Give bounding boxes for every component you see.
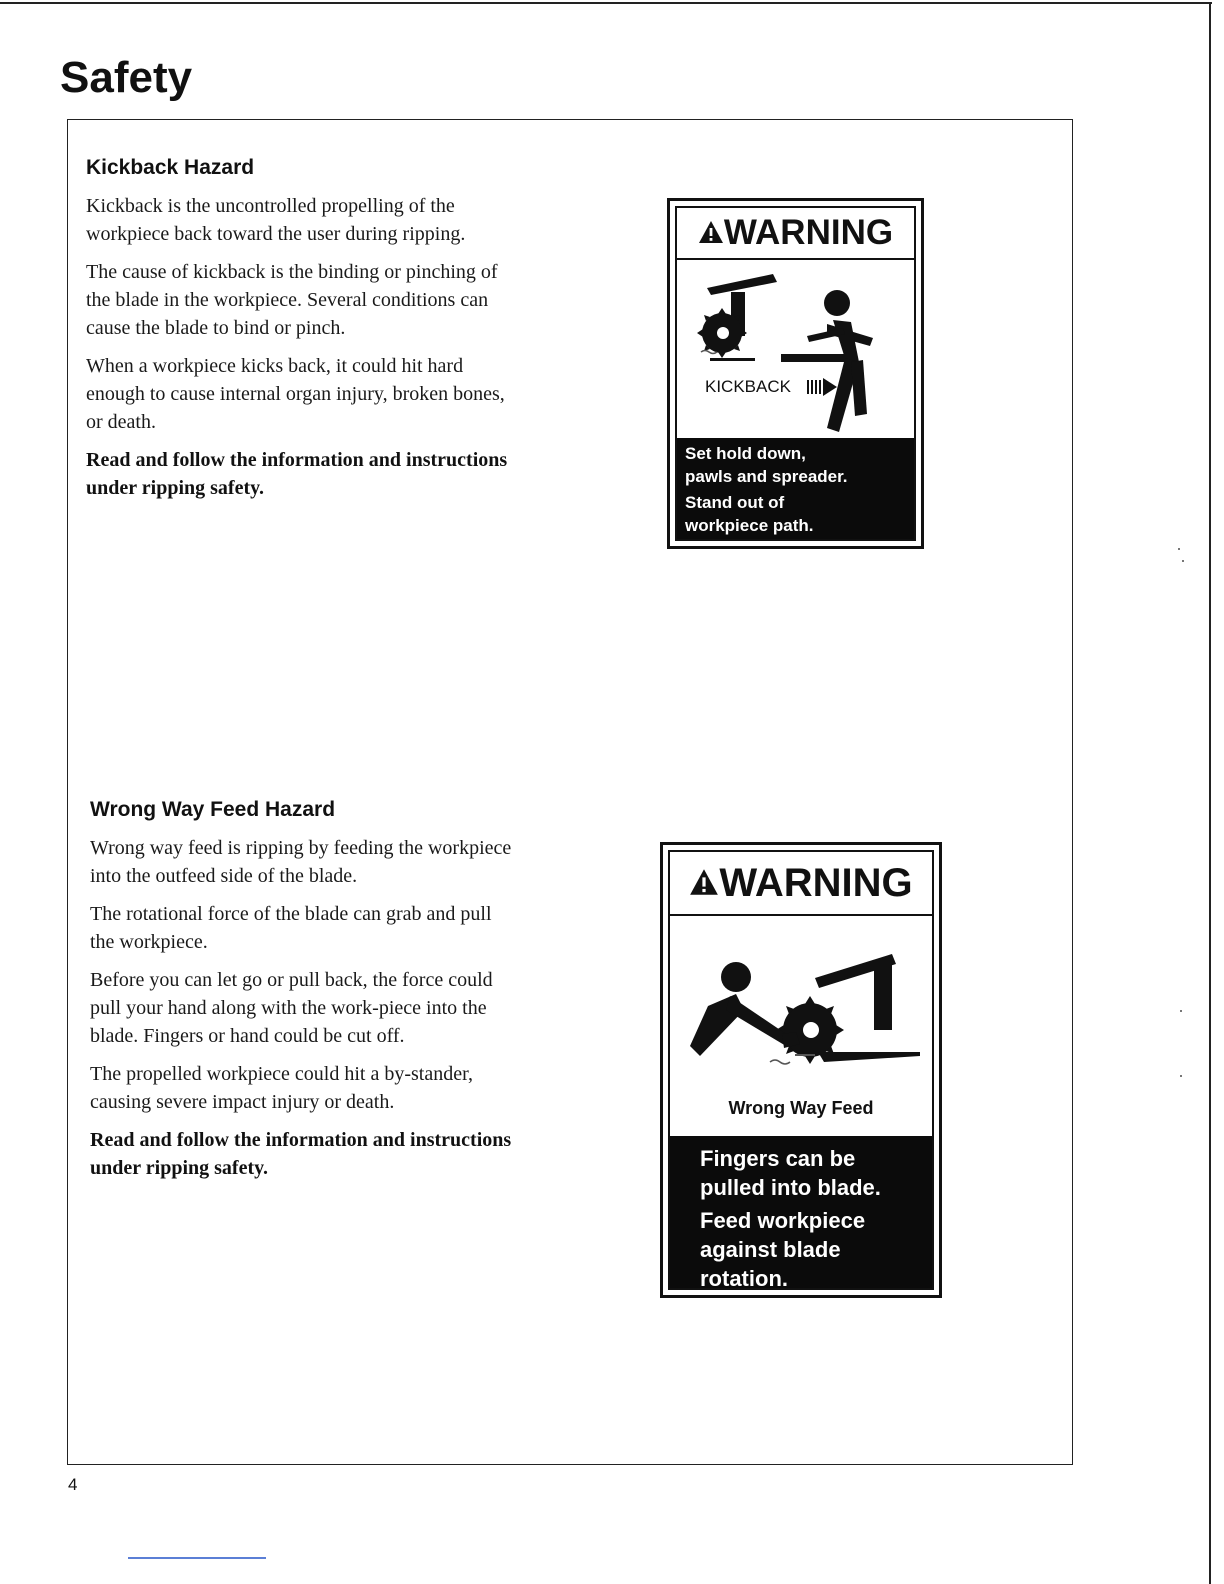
wrong-way-feed-pictogram-icon xyxy=(670,922,938,1092)
scan-speck xyxy=(1178,548,1180,550)
page-title: Safety xyxy=(60,53,193,102)
footer-link-underline xyxy=(128,1557,266,1559)
top-border-line xyxy=(0,2,1212,4)
message-line: workpiece path. xyxy=(685,516,814,535)
kickback-caption: KICKBACK xyxy=(705,377,791,396)
warning-triangle-icon xyxy=(698,220,724,244)
label-inner-frame xyxy=(668,850,934,1290)
section-heading: Kickback Hazard xyxy=(86,156,255,179)
message-line: against blade xyxy=(700,1237,841,1262)
paragraph: Wrong way feed is ripping by feeding the workpiece into the outfeed side of the blade. xyxy=(90,837,512,887)
warning-word: WARNING xyxy=(719,861,913,905)
kickback-warning-label xyxy=(667,198,924,549)
kickback-hazard-section xyxy=(86,154,516,512)
paragraph: Kickback is the uncontrolled propelling of the workpiece back toward the user during ripping. xyxy=(86,195,466,245)
paragraph: Before you can let go or pull back, the force could pull your hand along with the work-piece into the blade. Fingers or hand could be cut off. xyxy=(90,969,493,1047)
warning-message-band xyxy=(677,438,914,539)
paragraph: The rotational force of the blade can grab and pull the workpiece. xyxy=(90,903,492,953)
scan-speck xyxy=(1182,560,1184,562)
message-line: Stand out of xyxy=(685,493,785,512)
message-line: Fingers can be xyxy=(700,1146,856,1171)
instruction-note: Read and follow the information and instructions under ripping safety. xyxy=(90,1129,512,1179)
message-line: Set hold down, xyxy=(685,444,806,463)
warning-header xyxy=(670,852,932,916)
scan-speck xyxy=(1180,1075,1182,1077)
kickback-pictogram-icon xyxy=(677,262,920,442)
paragraph: When a workpiece kicks back, it could hit hard enough to cause internal organ injury, broken bones, or death. xyxy=(86,355,505,433)
wrong-way-feed-warning-label xyxy=(660,842,942,1298)
message-line: pawls and spreader. xyxy=(685,467,848,486)
message-line: Feed workpiece xyxy=(700,1208,866,1233)
instruction-note: Read and follow the information and instructions under ripping safety. xyxy=(86,449,508,499)
label-inner-frame xyxy=(675,206,916,541)
warning-header xyxy=(677,208,914,260)
message-line: pulled into blade. xyxy=(700,1175,881,1200)
section-heading: Wrong Way Feed Hazard xyxy=(90,798,336,821)
warning-word: WARNING xyxy=(723,213,894,252)
warning-message-band xyxy=(670,1136,932,1291)
wrong-way-feed-caption: Wrong Way Feed xyxy=(728,1098,874,1118)
paragraph: The propelled workpiece could hit a by-stander, causing severe impact injury or death. xyxy=(90,1063,473,1113)
scan-speck xyxy=(1180,1010,1182,1012)
page-number: 4 xyxy=(68,1475,78,1494)
message-line: rotation. xyxy=(700,1266,788,1291)
wrong-way-feed-hazard-section xyxy=(90,796,520,1192)
paragraph: The cause of kickback is the binding or pinching of the blade in the workpiece. Several conditions can cause the blade to bind or pinch. xyxy=(86,261,498,339)
warning-triangle-icon xyxy=(689,868,719,896)
right-border-line xyxy=(1209,2,1211,1584)
